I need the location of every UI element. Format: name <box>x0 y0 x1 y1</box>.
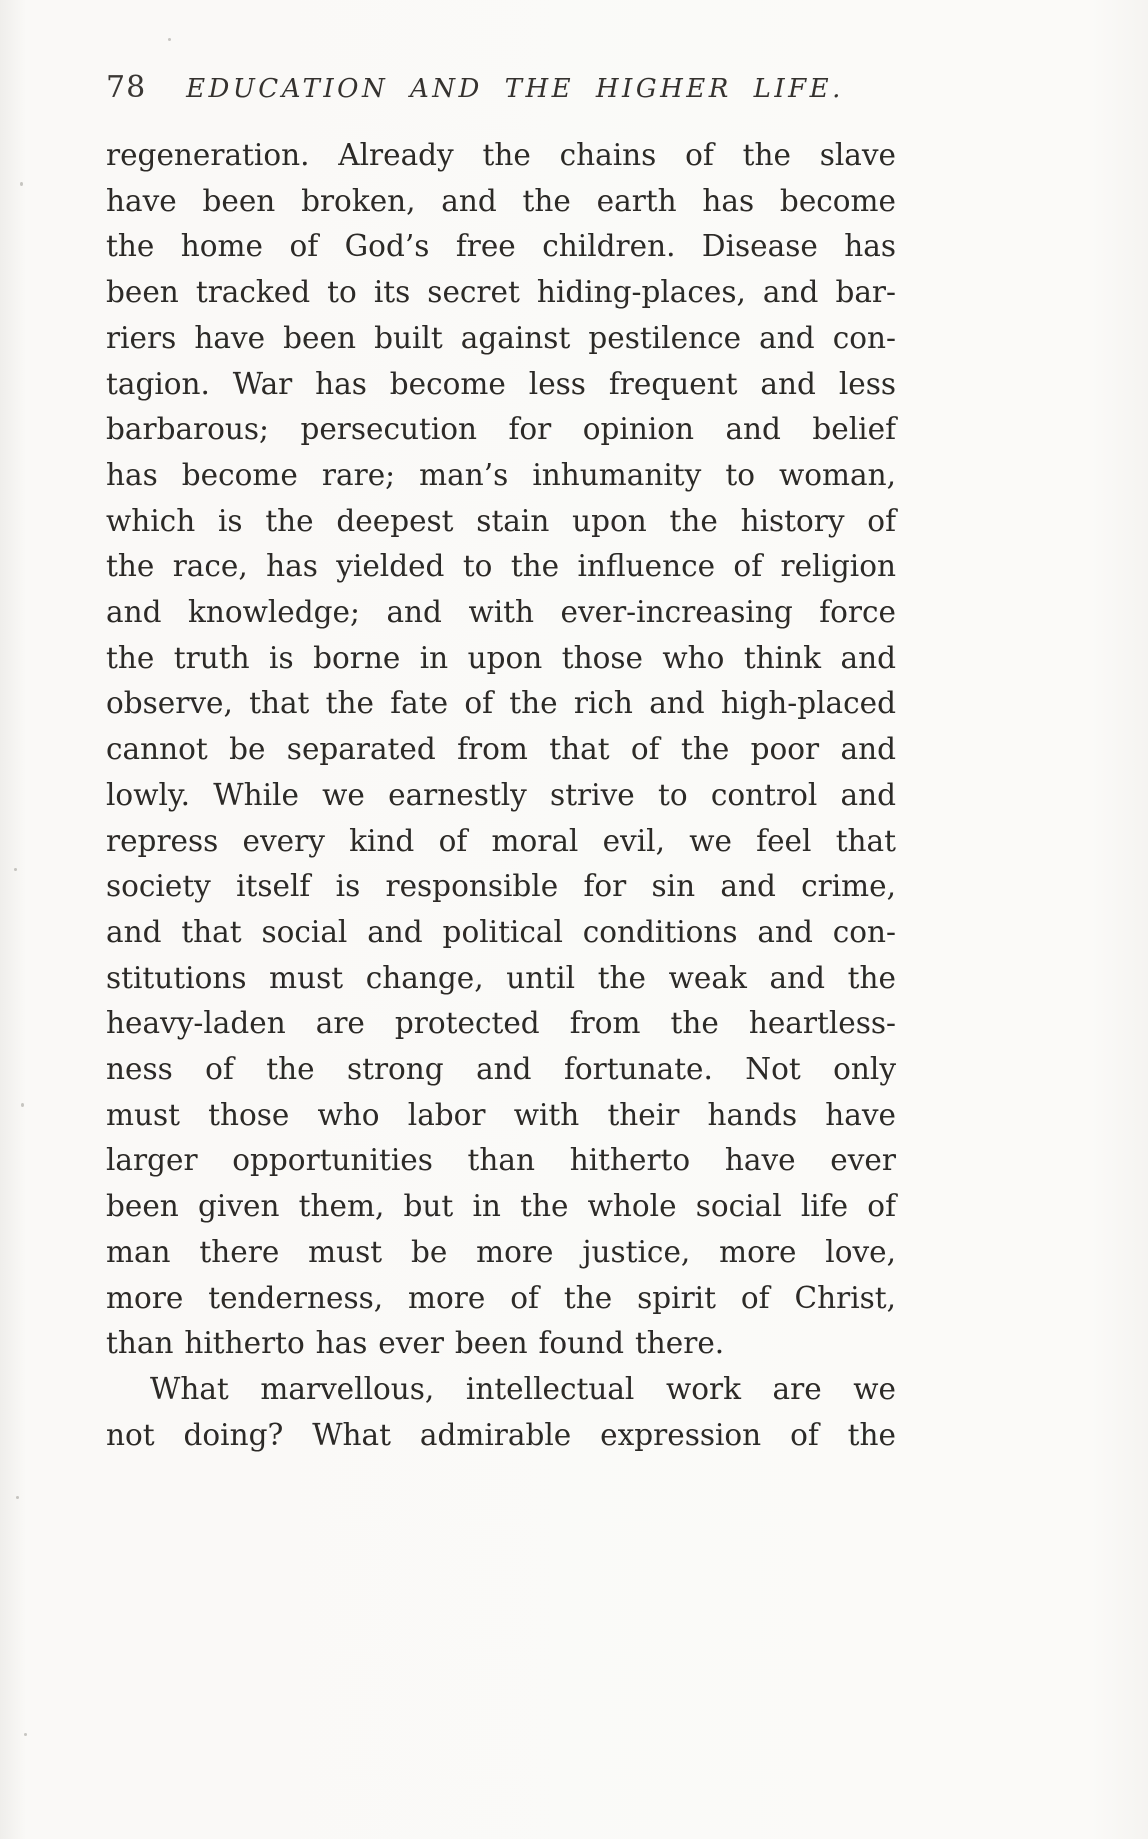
text-line: which is the deepest stain upon the history of <box>106 503 896 538</box>
text-line: regeneration. Already the chains of the slave <box>106 138 896 172</box>
text-line: man there must be more justice, more love, <box>106 1234 896 1269</box>
text-line: lowly. While we earnestly strive to control and <box>106 777 896 812</box>
text-line: must those who labor with their hands have <box>106 1097 896 1132</box>
text-line: society itself is responsible for sin and crime, <box>106 869 896 904</box>
text-line: larger opportunities than hitherto have ever <box>106 1143 896 1178</box>
body-text <box>106 133 896 1458</box>
text-line: barbarous; persecution for opinion and belief <box>106 412 896 447</box>
text-line: stitutions must change, until the weak and the <box>106 960 896 995</box>
text-line: been tracked to its secret hiding-places, and bar- <box>106 275 896 310</box>
text-line: ness of the strong and fortunate. Not only <box>106 1052 896 1087</box>
scan-speck <box>14 868 17 871</box>
text-line: the truth is borne in upon those who think and <box>106 640 896 675</box>
text-line: and that social and political conditions and con- <box>106 914 896 949</box>
text-line: heavy-laden are protected from the heartless- <box>106 1006 896 1041</box>
scan-speck <box>16 1496 19 1499</box>
text-line: been given them, but in the whole social life of <box>106 1189 896 1224</box>
page-number: 78 <box>106 70 147 105</box>
text-line: have been broken, and the earth has become <box>106 183 896 218</box>
text-line: tagion. War has become less frequent and less <box>106 366 896 401</box>
text-line: the race, has yielded to the influence of religion <box>106 549 896 584</box>
text-line: and knowledge; and with ever-increasing force <box>106 595 896 630</box>
scan-speck <box>168 38 171 41</box>
text-line: the home of God’s free children. Disease has <box>106 229 896 264</box>
text-line: riers have been built against pestilence and con- <box>106 320 896 355</box>
running-header <box>106 70 896 105</box>
text-line: not doing? What admirable expression of the <box>106 1417 896 1452</box>
scan-speck <box>21 1103 24 1107</box>
text-line: has become rare; man’s inhumanity to woman, <box>106 457 896 492</box>
scan-speck <box>24 1733 27 1736</box>
scan-speck <box>20 182 23 186</box>
text-line-paragraph-start: What marvellous, intellectual work are we <box>150 1371 896 1406</box>
header-title: EDUCATION AND THE HIGHER LIFE. <box>186 74 844 104</box>
text-line: cannot be separated from that of the poor and <box>106 732 896 767</box>
text-line-paragraph-end: than hitherto has ever been found there. <box>106 1326 725 1361</box>
text-line: repress every kind of moral evil, we feel that <box>106 823 896 858</box>
text-line: more tenderness, more of the spirit of Christ, <box>106 1280 896 1315</box>
text-line: observe, that the fate of the rich and high-placed <box>106 686 896 721</box>
